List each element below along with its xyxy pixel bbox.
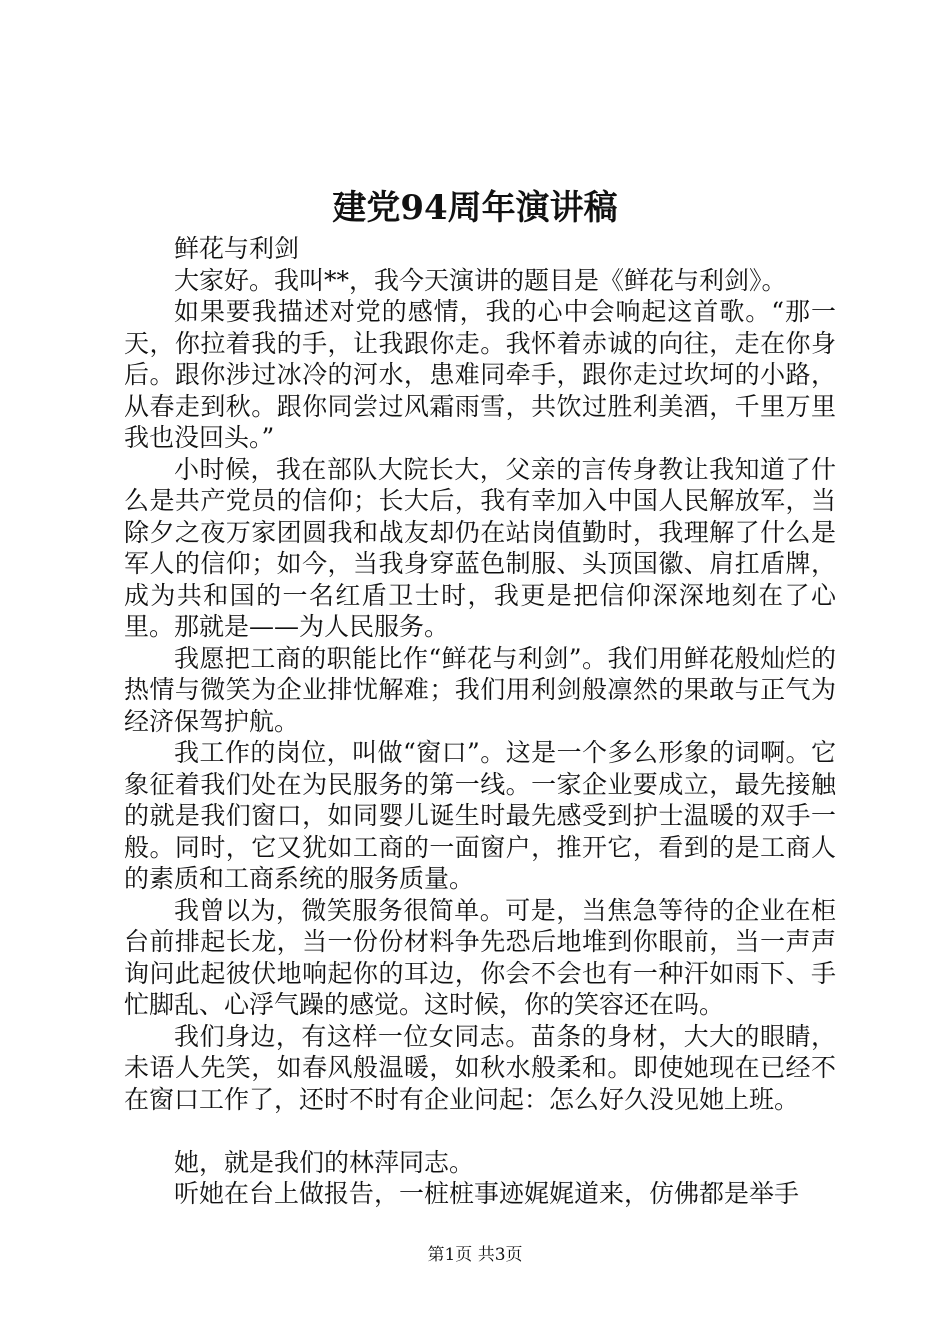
paragraph: 小时候，我在部队大院长大，父亲的言传身教让我知道了什么是共产党员的信仰；长大后，我有幸加入中国人民解放军，当除夕之夜万家团圆我和战友却仍在站岗值勤时，我理解了什么是军人的信仰；如今，当我身穿蓝色制服、头顶国徽、肩扛盾牌，成为共和国的一名红盾卫士时，我更是把信仰深深地刻在了心里。那就是——为人民服务。 [124, 454, 836, 641]
paragraph: 听她在台上做报告，一桩桩事迹娓娓道来，仿佛都是举手 [174, 1179, 800, 1208]
paragraph: 我愿把工商的职能比作“鲜花与利剑”。我们用鲜花般灿烂的热情与微笑为企业排忧解难；我们用利剑般凛然的果敢与正气为经济保驾护航。 [124, 643, 836, 736]
document-body [124, 233, 836, 1210]
paragraph: 她，就是我们的林萍同志。 [174, 1147, 475, 1177]
paragraph: 我曾以为，微笑服务很简单。可是，当焦急等待的企业在柜台前排起长龙，当一份份材料争先恐后地堆到你眼前，当一声声询问此起彼伏地响起你的耳边，你会不会也有一种汗如雨下、手忙脚乱、心浮气躁的感觉。这时候，你的笑容还在吗。 [124, 895, 836, 1019]
page-number-footer: 第1页 共3页 [427, 1245, 523, 1265]
paragraph-subtitle: 鲜花与利剑 [174, 234, 300, 263]
paragraph-greeting: 大家好。我叫**，我今天演讲的题目是《鲜花与利剑》。 [174, 265, 787, 295]
paragraph: 如果要我描述对党的感情，我的心中会响起这首歌。“那一天，你拉着我的手，让我跟你走。我怀着赤诚的向往，走在你身后。跟你涉过冰冷的河水，患难同牵手，跟你走过坎坷的小路，从春走到秋。跟你同尝过风霜雨雪，共饮过胜利美酒，千里万里我也没回头。” [124, 297, 836, 452]
paragraph: 我们身边，有这样一位女同志。苗条的身材，大大的眼睛，未语人先笑，如春风般温暖，如秋水般柔和。即使她现在已经不在窗口工作了，还时不时有企业问起：怎么好久没见她上班。 [124, 1021, 836, 1114]
paragraph: 我工作的岗位，叫做“窗口”。这是一个多么形象的词啊。它象征着我们处在为民服务的第一线。一家企业要成立，最先接触的就是我们窗口，如同婴儿诞生时最先感受到护士温暖的双手一般。同时，它又犹如工商的一面窗户，推开它，看到的是工商人的素质和工商系统的服务质量。 [124, 738, 836, 893]
document-title: 建党94周年演讲稿 [332, 188, 618, 228]
